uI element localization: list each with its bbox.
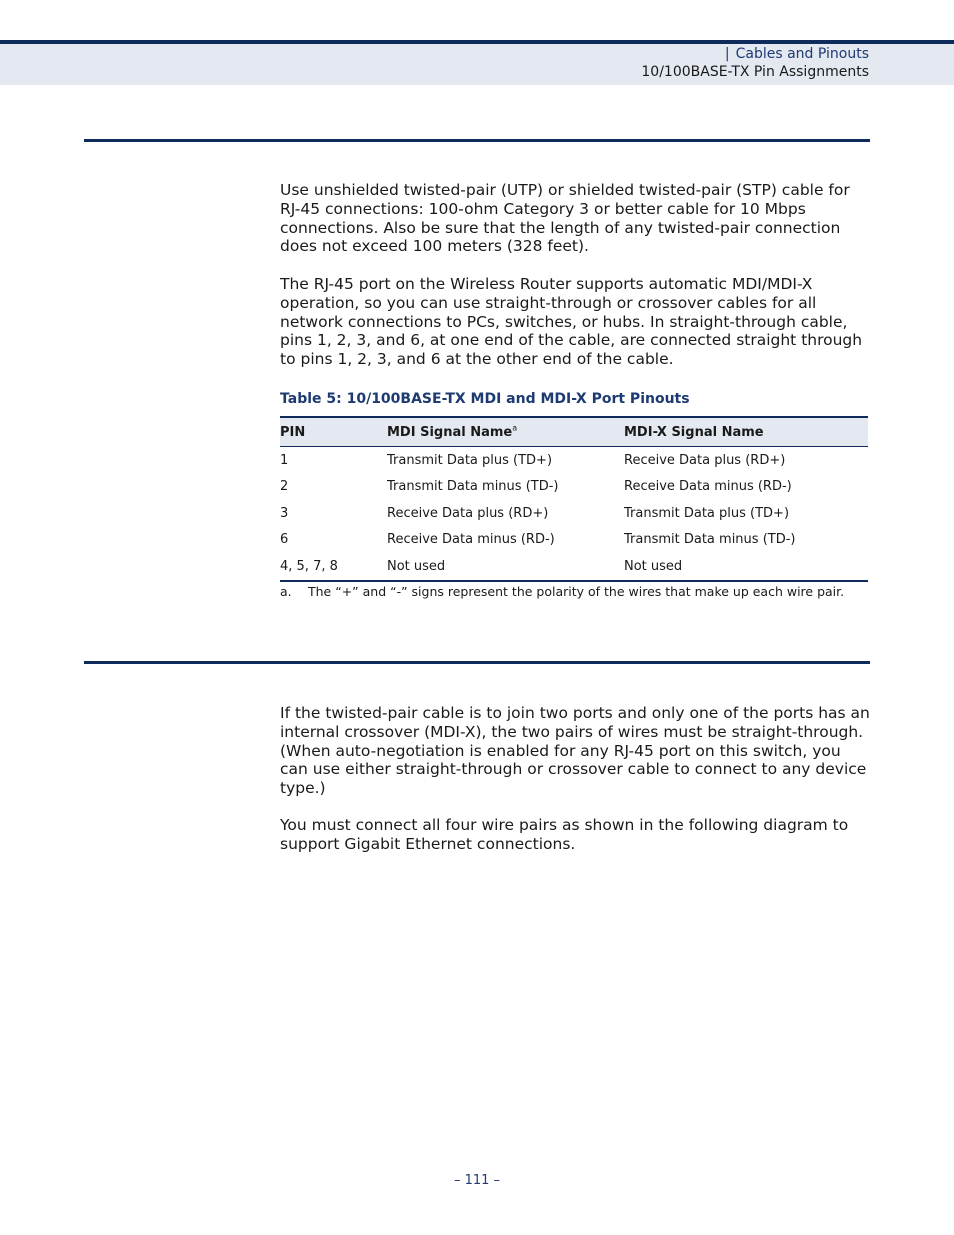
cell-mdix-signal: Receive Data plus (RD+): [624, 452, 786, 468]
cell-pin: 1: [280, 452, 289, 468]
section-rule-top: [84, 139, 870, 142]
cell-mdi-signal: Receive Data minus (RD-): [387, 532, 555, 548]
cell-mdi-signal: Transmit Data plus (TD+): [387, 452, 553, 468]
cell-mdix-signal: Transmit Data minus (TD-): [624, 532, 796, 548]
cell-pin: 6: [280, 532, 289, 548]
header-section: [725, 46, 869, 62]
table-row: [280, 500, 868, 527]
footnote-marker: a.: [280, 584, 292, 599]
cell-mdi-signal: Transmit Data minus (TD-): [387, 479, 559, 495]
cell-mdix-signal: Not used: [624, 553, 868, 581]
header-section-title: Cables and Pinouts: [735, 46, 869, 62]
paragraph-cable-requirements: Use unshielded twisted-pair (UTP) or shielded twisted-pair (STP) cable for RJ-45 connections: 100-ohm Category 3 or better cable for 10 Mbps connections. Also be sure that the length of any twisted-pair connection does not exceed 100 meters (328 feet).: [280, 181, 850, 256]
section-rule-bottom: [84, 661, 870, 664]
column-header-mdi-label: MDI Signal Name: [387, 424, 513, 440]
paragraph-mdi-operation: The RJ-45 port on the Wireless Router supports automatic MDI/MDI-X operation, so you can use straight-through or crossover cables for all network connections to PCs, switches, or hubs. In straight-through cable, pins 1, 2, 3, and 6, at one end of the cable, are connected straight through to pins 1, 2, 3, and 6 at the other end of the cable.: [280, 275, 863, 369]
cell-pin: 2: [280, 479, 289, 495]
table-row: [280, 553, 868, 581]
cell-pin: 4, 5, 7, 8: [280, 553, 387, 581]
cell-mdix-signal: Transmit Data plus (TD+): [624, 505, 790, 521]
table-row: [280, 447, 868, 474]
table-caption: Table 5: 10/100BASE-TX MDI and MDI-X Port Pinouts: [280, 391, 690, 407]
cell-mdix-signal: Receive Data minus (RD-): [624, 479, 792, 495]
pinout-table: [280, 416, 868, 582]
table-row: [280, 474, 868, 501]
paragraph-gigabit-wiring: You must connect all four wire pairs as shown in the following diagram to support Gigabit Ethernet connections.: [280, 816, 849, 853]
cell-mdi-signal: Receive Data plus (RD+): [387, 505, 549, 521]
column-header-mdi: [387, 417, 624, 447]
paragraph-crossover-wiring: If the twisted-pair cable is to join two ports and only one of the ports has an internal crossover (MDI-X), the two pairs of wires must be straight-through. (When auto-negotiation is enabled for any RJ-45 port on this switch, you can use either straight-through or crossover cable to connect to any device type.): [280, 704, 870, 798]
table-footnote: [280, 584, 844, 599]
footnote-reference: a: [512, 423, 518, 433]
header-subsection: 10/100BASE-TX Pin Assignments: [641, 64, 869, 80]
footnote-text: The “+” and “-” signs represent the polarity of the wires that make up each wire pair.: [308, 584, 845, 599]
column-header-pin: PIN: [280, 417, 387, 447]
table-row: [280, 527, 868, 554]
column-header-mdix: MDI-X Signal Name: [624, 417, 868, 447]
cell-pin: 3: [280, 505, 289, 521]
page-number: – 111 –: [453, 1173, 501, 1188]
header-separator: |: [724, 46, 730, 62]
table-header-row: [280, 417, 868, 447]
cell-mdi-signal: Not used: [387, 553, 624, 581]
